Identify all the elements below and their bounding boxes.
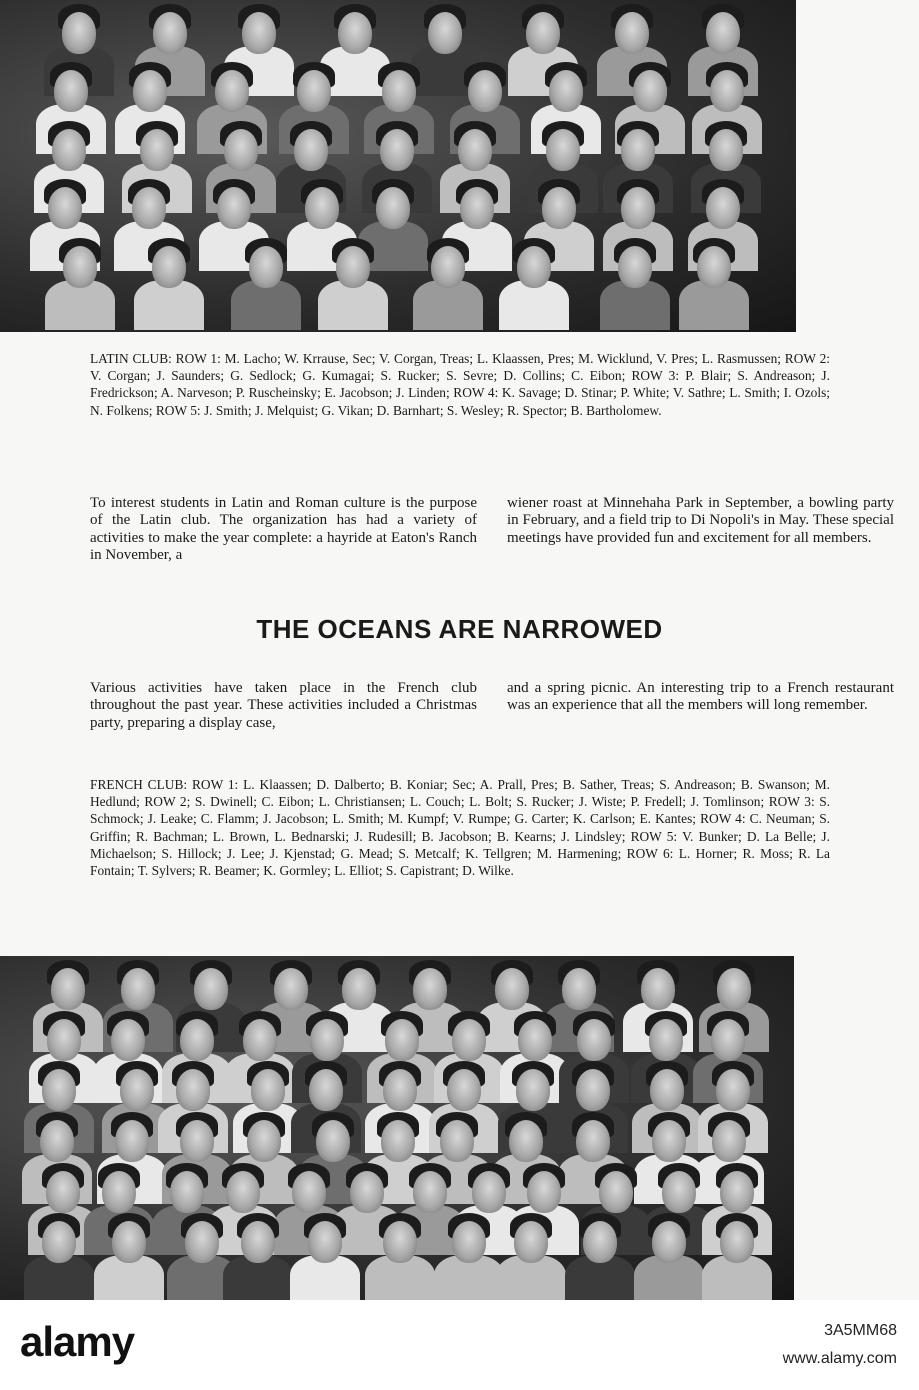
person-face [517, 246, 551, 288]
person-face [153, 12, 187, 54]
person-face [383, 1069, 417, 1111]
person-face [217, 187, 251, 229]
person-face [152, 246, 186, 288]
person-face [112, 1221, 146, 1263]
person-face [447, 1069, 481, 1111]
person-face [621, 129, 655, 171]
person-face [549, 70, 583, 112]
person-face [385, 1019, 419, 1061]
person-face [717, 968, 751, 1010]
person-face [180, 1120, 214, 1162]
person-face [546, 129, 580, 171]
person-face [542, 187, 576, 229]
person-face [431, 246, 465, 288]
person-face [226, 1171, 260, 1213]
person-face [381, 1120, 415, 1162]
person-face [509, 1120, 543, 1162]
person-face [516, 1069, 550, 1111]
person-face [710, 70, 744, 112]
person-face [460, 187, 494, 229]
person-face [697, 246, 731, 288]
person-face [712, 1120, 746, 1162]
person-face [641, 968, 675, 1010]
person-face [458, 129, 492, 171]
person-face [51, 968, 85, 1010]
person-face [242, 12, 276, 54]
person-face [40, 1120, 74, 1162]
person-face [292, 1171, 326, 1213]
person-face [46, 1171, 80, 1213]
person-face [249, 246, 283, 288]
french-club-photo [0, 956, 794, 1300]
person-face [111, 1019, 145, 1061]
person-face [376, 187, 410, 229]
person-face [615, 12, 649, 54]
person-face [52, 129, 86, 171]
person-face [472, 1171, 506, 1213]
person-face [576, 1069, 610, 1111]
french-club-paragraph-right: and a spring picnic. An interesting trip to a French restaurant was an experience that all the members will long remember. [507, 680, 894, 714]
latin-club-paragraph-right: wiener roast at Minnehaha Park in September, a bowling party in February, and a field trip to Di Nopoli's in May. These special meetings have provided fun and excitement for all members. [507, 495, 894, 546]
person-face [720, 1221, 754, 1263]
person-face [42, 1221, 76, 1263]
image-id: 3A5MM68 [824, 1322, 897, 1339]
person-face [42, 1069, 76, 1111]
person-face [662, 1171, 696, 1213]
person-face [526, 12, 560, 54]
site-url: www.alamy.com [782, 1350, 897, 1367]
person-face [576, 1120, 610, 1162]
person-face [527, 1171, 561, 1213]
person-face [133, 70, 167, 112]
person-face [514, 1221, 548, 1263]
person-face [297, 70, 331, 112]
person-face [176, 1069, 210, 1111]
latin-club-paragraph-left: To interest students in Latin and Roman culture is the purpose of the Latin club. The organization has had a variety of activities to make the year complete: a hayride at Eaton's Ranch in November, a [90, 495, 477, 564]
person-face [452, 1221, 486, 1263]
person-face [706, 187, 740, 229]
person-face [132, 187, 166, 229]
person-face [711, 1019, 745, 1061]
person-face [342, 968, 376, 1010]
latin-club-text [90, 495, 894, 565]
person-face [649, 1019, 683, 1061]
person-face [305, 187, 339, 229]
person-face [380, 129, 414, 171]
person-face [308, 1221, 342, 1263]
person-face [170, 1171, 204, 1213]
person-face [716, 1069, 750, 1111]
person-face [720, 1171, 754, 1213]
person-face [413, 1171, 447, 1213]
person-face [316, 1120, 350, 1162]
person-face [599, 1171, 633, 1213]
person-face [62, 12, 96, 54]
person-face [140, 129, 174, 171]
person-face [709, 129, 743, 171]
person-face [518, 1019, 552, 1061]
person-face [621, 187, 655, 229]
latin-club-caption [90, 350, 830, 419]
person-face [54, 70, 88, 112]
person-face [241, 1221, 275, 1263]
person-face [452, 1019, 486, 1061]
person-face [650, 1069, 684, 1111]
person-face [247, 1120, 281, 1162]
person-face [48, 187, 82, 229]
person-face [180, 1019, 214, 1061]
latin-club-caption-body: ROW 1: M. Lacho; W. Krrause, Sec; V. Corgan, Treas; L. Klaassen, Pres; M. Wicklund, V. Pres; L. Rasmussen; ROW 2: V. Corgan; J. Saunders; G. Sedlock; G. Kumagai; S. Rucker; S. Sevre; D. Collins; C. Eibon; ROW 3: P. Blair; S. Andreason; J. Fredrickson; A. Narveson; P. Ruscheinsky; E. Jacobson; J. Linden; ROW 4: K. Savage; D. Stinar; P. White; V. Sathre; L. Smith; I. Ozols; N. Folkens; ROW 5: J. Smith; J. Melquist; G. Vikan; D. Barnhart; S. Wesley; R. Spector; B. Bartholomew. [90, 351, 830, 418]
person-face [652, 1120, 686, 1162]
french-club-caption [90, 776, 830, 879]
person-face [310, 1019, 344, 1061]
latin-club-photo [0, 0, 796, 332]
person-face [382, 70, 416, 112]
person-face [350, 1171, 384, 1213]
person-face [47, 1019, 81, 1061]
person-face [294, 129, 328, 171]
person-face [495, 968, 529, 1010]
person-face [120, 1069, 154, 1111]
person-face [577, 1019, 611, 1061]
alamy-logo: alamy [20, 1318, 135, 1365]
french-club-caption-body: ROW 1: L. Klaassen; D. Dalberto; B. Koniar; Sec; A. Prall, Pres; B. Sather, Treas; S. Andreason; B. Swanson; M. Hedlund; ROW 2; S. Dwinell; C. Eibon; L. Christiansen; L. Couch; L. Bolt; S. Rucker; J. Wiste; P. Fredell; J. Tomlinson; ROW 3: S. Schmock; J. Leake; C. Flamm; J. Jacobson; L. Smith; M. Kumpf; V. Rumpe; G. Carter; K. Carlson; E. Kantes; ROW 4: C. Neuman; S. Griffin; R. Bachman; L. Brown, L. Bednarski; J. Rudesill; B. Jacobson; B. Kearns; J. Lindsley; ROW 5: V. Bunker; D. La Belle; J. Michaelson; S. Hillock; J. Lee; J. Kjenstad; G. Mead; S. Metcalf; K. Tellgren; M. Harmening; ROW 6: L. Horner; R. Moss; R. La Fontain; T. Sylvers; R. Beamer; K. Gormley; L. Elliot; S. Capistrant; D. Wilke. [90, 777, 830, 879]
person-face [251, 1069, 285, 1111]
person-face [562, 968, 596, 1010]
person-face [633, 70, 667, 112]
person-face [309, 1069, 343, 1111]
watermark-bar [0, 1300, 919, 1390]
person-face [243, 1019, 277, 1061]
latin-club-caption-lead: LATIN CLUB: [90, 351, 176, 366]
person-face [185, 1221, 219, 1263]
person-face [224, 129, 258, 171]
person-face [652, 1221, 686, 1263]
person-face [706, 12, 740, 54]
person-face [413, 968, 447, 1010]
person-face [215, 70, 249, 112]
french-club-text [90, 680, 894, 732]
french-club-paragraph-left: Various activities have taken place in the French club throughout the past year. These activities included a Christmas party, preparing a display case, [90, 680, 477, 731]
person-face [468, 70, 502, 112]
person-face [121, 968, 155, 1010]
person-face [115, 1120, 149, 1162]
person-face [194, 968, 228, 1010]
person-face [338, 12, 372, 54]
section-heading: THE OCEANS ARE NARROWED [256, 614, 663, 644]
person-face [102, 1171, 136, 1213]
person-face [440, 1120, 474, 1162]
person-face [618, 246, 652, 288]
person-face [383, 1221, 417, 1263]
french-club-caption-lead: FRENCH CLUB: [90, 777, 192, 792]
person-face [274, 968, 308, 1010]
person-face [63, 246, 97, 288]
person-face [428, 12, 462, 54]
person-face [583, 1221, 617, 1263]
person-face [336, 246, 370, 288]
